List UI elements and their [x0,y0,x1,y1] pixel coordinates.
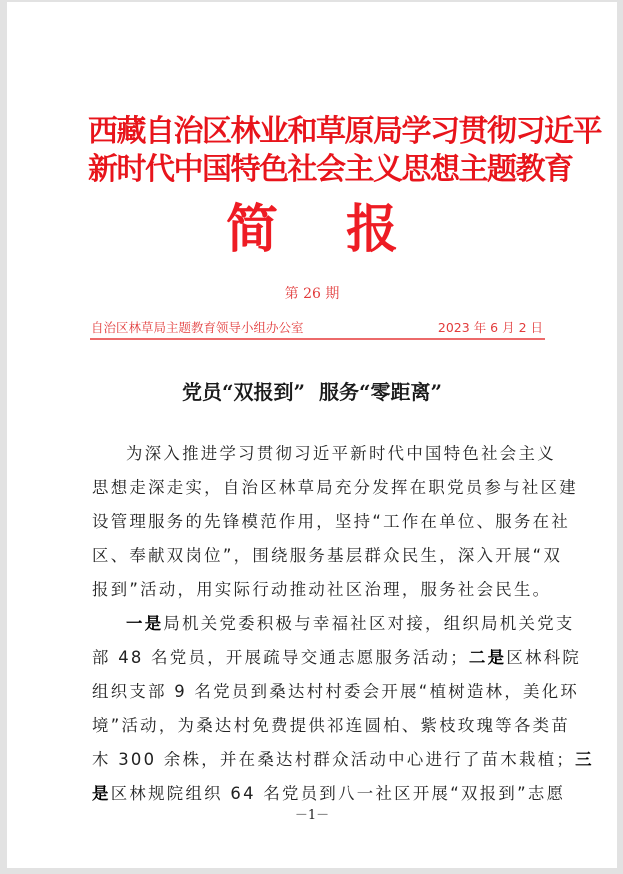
paragraph-line: 设管理服务的先锋模范作用，坚持“工作在单位、服务在社 [92,512,571,531]
item-marker-three-cont: 是 [92,784,111,803]
line-text: 区林科院 [506,648,582,667]
item-marker-three: 三 [575,750,594,769]
paragraph-line: 报到”活动，用实际行动推动社区治理，服务社会民生。 [92,580,552,599]
item-marker-one: 一是 [126,614,164,633]
paragraph-line [92,611,575,637]
document-page [7,2,617,868]
paragraph-line: 境”活动，为桑达村免费提供祁连圆柏、紫枝玫瑰等各类苗 [92,716,571,735]
page-number: －1－ [294,808,330,823]
line-text: 木 300 余株，并在桑达村群众活动中心进行了苗木栽植； [92,750,576,769]
briefing-title: 简报 [225,199,466,260]
issue-date: 2023 年 6 月 2 日 [437,320,543,335]
paragraph-line [92,781,566,807]
red-divider [90,338,545,340]
line-text: 区林规院组织 64 名党员到八一社区开展“双报到”志愿 [110,784,566,803]
paragraph-line: 组织支部 9 名党员到桑达村村委会开展“植树造林，美化环 [92,682,580,701]
line-text: 部 48 名党员，开展疏导交通志愿服务活动； [92,648,469,667]
line-text: 局机关党委积极与幸福社区对接，组织局机关党支 [163,614,575,633]
masthead-line-2: 新时代中国特色社会主义思想主题教育 [88,152,573,187]
issue-number: 第 26 期 [284,286,340,302]
item-marker-two: 二是 [468,648,507,667]
article-title: 党员“双报到” 服务“零距离” [182,380,442,404]
paragraph-line: 区、奉献双岗位”，围绕服务基层群众民生，深入开展“双 [92,546,563,565]
masthead-line-1: 西藏自治区林业和草原局学习贯彻习近平 [88,114,601,149]
paragraph-line [92,747,594,773]
paragraph-line: 为深入推进学习贯彻习近平新时代中国特色社会主义 [126,444,556,463]
paragraph-line [92,645,582,671]
issuing-office: 自治区林草局主题教育领导小组办公室 [91,320,304,335]
paragraph-line: 思想走深走实，自治区林草局充分发挥在职党员参与社区建 [92,478,578,497]
